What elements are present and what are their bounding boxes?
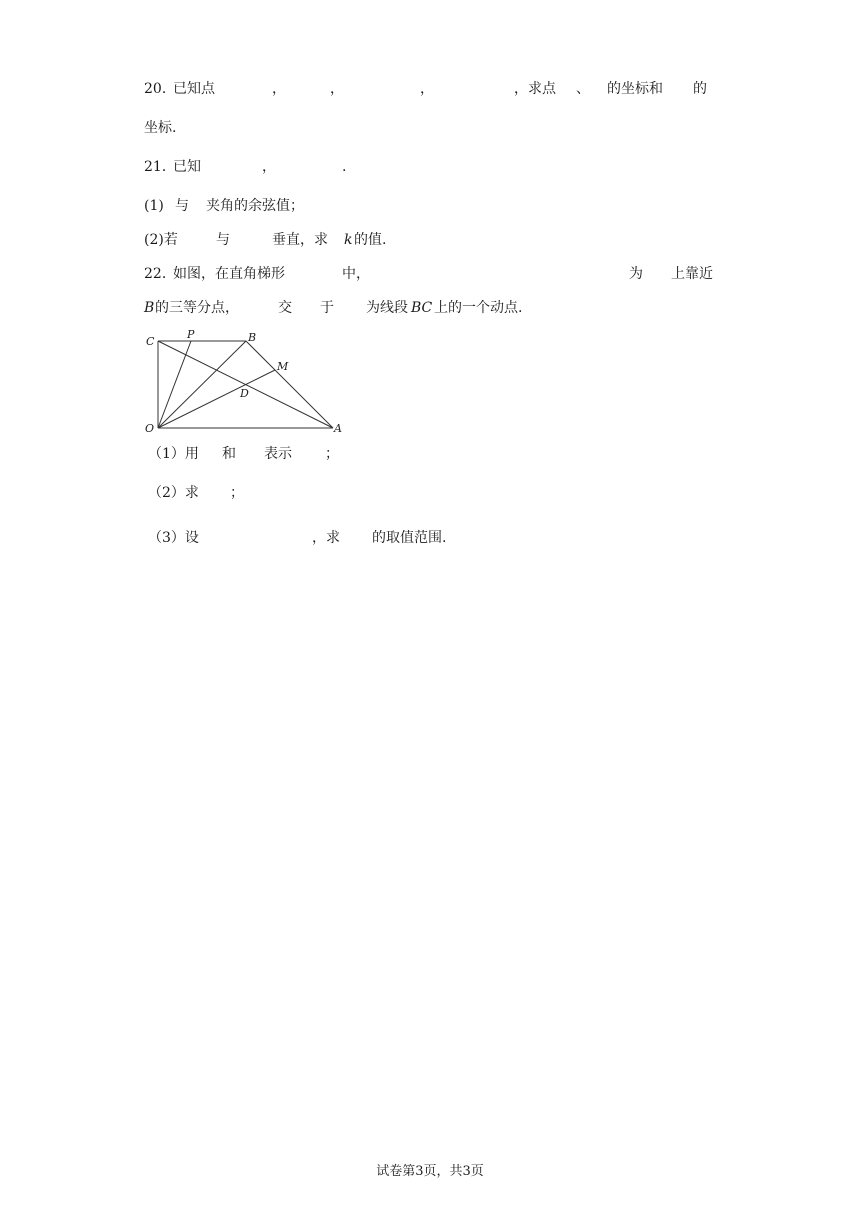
q22-text: 的三等分点， <box>155 300 239 316</box>
label-M: M <box>277 360 289 373</box>
q22-sub1-text: 和 <box>222 446 236 462</box>
q21-sub2-text: 与 <box>216 232 230 248</box>
q21-sub1-text: 夹角的余弦值； <box>206 198 304 214</box>
q20-text: ， <box>420 81 434 97</box>
label-P: P <box>187 328 195 341</box>
trapezoid-figure <box>140 326 350 438</box>
segment-OB <box>158 341 246 428</box>
q21-sub2-text: 垂直，求 <box>272 232 328 248</box>
q22-sub1-label: （1）用 <box>148 446 199 462</box>
q21-text: ， <box>262 159 276 175</box>
segment-OP <box>158 341 191 428</box>
page-footer: 试卷第3页，共3页 <box>376 1164 484 1179</box>
q20-text: 的 <box>693 81 707 97</box>
q20-number: 20． <box>144 81 176 97</box>
q20-text: ， <box>330 81 344 97</box>
q22-var: BC <box>411 300 433 316</box>
q22-text: 如图，在直角梯形 <box>173 266 285 282</box>
label-D: D <box>240 387 249 400</box>
q20-text: 、 <box>576 81 590 97</box>
q21-text: . <box>342 159 347 175</box>
label-A: A <box>334 422 342 435</box>
label-O: O <box>145 422 155 435</box>
label-B: B <box>248 331 257 344</box>
q22-text: 于 <box>320 300 334 316</box>
q21-sub2-label: (2)若 <box>144 232 178 248</box>
q22-number: 22． <box>144 266 176 282</box>
q22-sub3-label: （3）设 <box>148 530 199 546</box>
q22-text: 上的一个动点. <box>434 300 523 316</box>
label-C: C <box>146 335 155 348</box>
q22-sub1-text: 表示 <box>264 446 292 462</box>
q21-text: 已知 <box>173 159 201 175</box>
q20-text: ， <box>272 81 286 97</box>
q22-sub2-text: ； <box>230 485 244 501</box>
q21-sub2-text: 的值. <box>354 232 387 248</box>
q21-number: 21． <box>144 159 176 175</box>
q22-text: 为线段 <box>366 300 408 316</box>
q20-text-line2: 坐标. <box>144 120 177 136</box>
q21-sub1-label: (1) <box>144 198 164 214</box>
q22-text: 交 <box>278 300 292 316</box>
q22-sub3-text: 的取值范围. <box>372 530 447 546</box>
q22-sub3-text: ，求 <box>312 530 340 546</box>
q22-text: 上靠近 <box>671 266 713 282</box>
q22-sub2-label: （2）求 <box>148 485 199 501</box>
q20-text: 已知点 <box>173 81 215 97</box>
q20-text: 的坐标和 <box>607 81 663 97</box>
segment-BA <box>246 341 333 428</box>
q20-text: ，求点 <box>514 81 556 97</box>
q22-sub1-text: ； <box>325 446 339 462</box>
q22-text: 为 <box>629 266 643 282</box>
q22-text: 中， <box>342 266 370 282</box>
q21-sub1-text: 与 <box>175 198 189 214</box>
q22-var: B <box>144 300 155 316</box>
segment-OM <box>158 370 275 428</box>
q21-sub2-var: k <box>344 232 353 248</box>
